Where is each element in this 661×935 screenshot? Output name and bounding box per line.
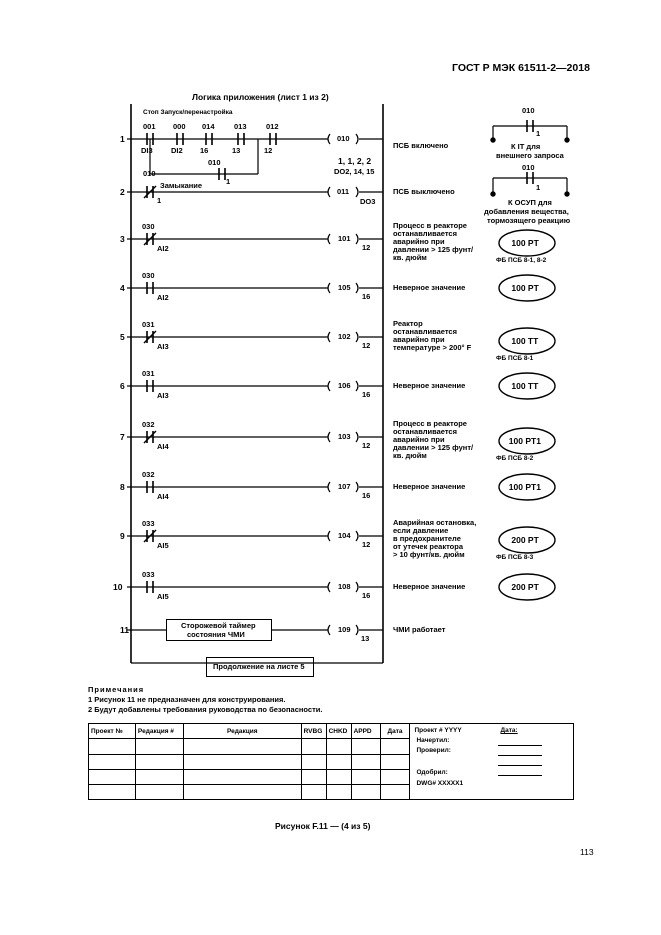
rung1-branch-top: 010 [208,158,221,167]
hdr-appd: APPD [351,724,380,739]
rung7-tag-sub: ФБ ПСБ 8-2 [496,455,534,462]
rung-number-6: 6 [120,381,125,391]
watchdog-box [166,619,272,641]
title-block [88,723,574,800]
rung9-coil-ref: 12 [362,540,371,549]
rung9-desc-1: Аварийная остановка, [393,518,477,527]
rung2-aside-sub: 1 [536,183,541,192]
rung6-coil-label: 106 [338,381,351,390]
rung4-coil-label: 105 [338,283,351,292]
rung3-coil-right-arc [356,234,358,244]
rung10-coil-right-arc [356,582,358,592]
rung9-coil-left-arc [328,531,330,541]
rung9-coil-right-arc [356,531,358,541]
page-number: 113 [580,847,594,857]
rung10-desc-1: Неверное значение [393,582,466,591]
rung7-coil-right-arc [356,432,358,442]
rung6-contact-top: 031 [142,369,155,378]
rung1-coil-right-arc [356,134,358,144]
rung4-desc-1: Неверное значение [393,283,466,292]
rung1-aside-dot-left [491,138,495,142]
rung2-aside-text1: К ОСУП для [508,198,552,207]
rung3-contact-top: 030 [142,222,155,231]
note-2: 2 Будут добавлены требования руководства по безопасности. [88,705,323,714]
rung8-coil-ref: 16 [362,491,371,500]
rung2-contact-bottom: 1 [157,196,162,205]
rung8-contact-top: 032 [142,470,155,479]
rung4-contact-bottom: AI2 [157,293,169,302]
rung4-tag: 100 PT [511,283,539,293]
rung5-coil-left-arc [328,332,330,342]
rung10-coil-ref: 16 [362,591,371,600]
rung7-coil-left-arc [328,432,330,442]
rung-number-5: 5 [120,332,125,342]
rung9-coil-label: 104 [338,531,351,540]
rung1-aside-text1: К IT для [511,142,541,151]
rung2-aside-text3: тормозящего реакцию [487,216,571,225]
rung1-contact-top-1: 001 [143,122,156,131]
rung1-contact-top-2: 000 [173,122,186,131]
rung1-coil-refs2: DO2, 14, 15 [334,167,375,176]
rung5-contact-bottom: AI3 [157,342,169,351]
rung1-coil-label: 010 [337,134,350,143]
rung10-coil-left-arc [328,582,330,592]
rung9-tag-sub: ФБ ПСБ 8-3 [496,554,534,561]
rung7-contact-top: 032 [142,420,155,429]
tb-line-3 [498,765,542,766]
rung9-tag: 200 PT [511,535,539,545]
tb-approved: Одобрил: [416,769,448,776]
watchdog-line2: состояния ЧМИ [187,630,245,639]
rung5-tag-sub: ФБ ПСБ 8-1 [496,355,534,362]
hdr-rvbg: RVBG [301,724,326,739]
rung4-coil-ref: 16 [362,292,371,301]
rung5-desc-3: аварийно при [393,335,445,344]
rung-number-3: 3 [120,234,125,244]
rung5-contact-top: 031 [142,320,155,329]
rung11-coil-left-arc [328,625,330,635]
title-block-info [410,724,574,800]
rung1-aside-sub: 1 [536,129,541,138]
rung1-coil-left-arc [328,134,330,144]
rung2-coil-ref: DO3 [360,197,376,206]
rung10-contact-top: 033 [142,570,155,579]
rung3-desc-4: давлении > 125 фунт/ [393,245,474,254]
rung2-coil-label: 011 [337,187,350,196]
tb-checked: Проверил: [416,747,451,754]
rung-number-9: 9 [120,531,125,541]
rung9-desc-3: в предохранителе [393,534,461,543]
rung11-coil-ref: 13 [361,634,370,643]
rung-number-10: 10 [113,582,123,592]
rung11-coil-right-arc [356,625,358,635]
rung10-coil-label: 108 [338,582,351,591]
rung7-desc-1: Процесс в реакторе [393,419,467,428]
rung7-desc-3: аварийно при [393,435,445,444]
rung1-note: Стоп Запуск/перенастройка [143,109,233,116]
rung7-desc-5: кв. дюйм [393,451,427,460]
rung1-aside-text2: внешнего запроса [496,151,564,160]
tb-line-1 [498,745,542,746]
watchdog-line1: Сторожевой таймер [181,621,256,630]
tb-line-2 [498,755,542,756]
rung8-coil-right-arc [356,482,358,492]
rung4-coil-left-arc [328,283,330,293]
rung1-contact-bottom-4: 13 [232,146,241,155]
rung1-aside-dot-right [565,138,569,142]
rung1-contact-bottom-5: 12 [264,146,273,155]
hdr-revision-no: Редакция # [135,724,183,739]
rung-number-4: 4 [120,283,125,293]
tb-date-label: Дата: [500,727,518,734]
rung3-tag: 100 PT [511,238,539,248]
rung7-coil-ref: 12 [362,441,371,450]
hdr-revision: Редакция [183,724,301,739]
rung5-desc-2: останавливается [393,327,457,336]
rung9-desc-5: > 10 фунт/кв. дюйм [393,550,465,559]
continued-label: Продолжение на листе 5 [213,662,305,671]
rung1-aside-num: 010 [522,106,535,115]
notes-title: Примечания [88,685,145,694]
rung2-coil-right-arc [356,187,358,197]
rung2-aside-dot-right [565,192,569,196]
rung1-contact-bottom-1: DI3 [141,146,153,155]
tb-line-4 [498,775,542,776]
rung2-aside-dot-left [491,192,495,196]
hdr-date: Дата [380,724,410,739]
rung9-contact-top: 033 [142,519,155,528]
rung2-contact-note: Замыкание [160,181,203,190]
rung4-coil-right-arc [356,283,358,293]
figure-caption: Рисунок F.11 — (4 из 5) [275,821,371,831]
note-1: 1 Рисунок 11 не предназначен для конструирования. [88,695,286,704]
rung1-branch-bottom: 1 [226,177,231,186]
rung7-tag: 100 PT1 [508,436,541,446]
rung-number-7: 7 [120,432,125,442]
hdr-chkd: CHKD [326,724,351,739]
tb-dwg: DWG# XXXXX1 [416,780,464,787]
rung-number-8: 8 [120,482,125,492]
rung8-contact-bottom: AI4 [157,492,169,501]
rung7-contact-bottom: AI4 [157,442,169,451]
rung8-desc-1: Неверное значение [393,482,466,491]
rung6-tag: 100 TT [511,381,539,391]
rung2-description: ПСБ выключено [393,187,455,196]
rung8-coil-label: 107 [338,482,351,491]
continued-box [206,657,314,677]
rung3-coil-label: 101 [338,234,351,243]
rung1-contact-bottom-2: DI2 [171,146,183,155]
rung-number-2: 2 [120,187,125,197]
rung6-coil-right-arc [356,381,358,391]
rung5-desc-4: температуре > 200° F [393,343,472,352]
rung3-contact-bottom: AI2 [157,244,169,253]
rung4-contact-top: 030 [142,271,155,280]
rung3-desc-5: кв. дюйм [393,253,427,262]
rung5-desc-1: Реактор [393,319,423,328]
rung-number-11: 11 [120,625,129,635]
rung8-coil-left-arc [328,482,330,492]
rung1-contact-top-5: 012 [266,122,279,131]
rung2-aside-num: 010 [522,163,535,172]
rung7-desc-4: давлении > 125 фунт/ [393,443,474,452]
rung6-coil-ref: 16 [362,390,371,399]
rung5-coil-ref: 12 [362,341,371,350]
rung9-desc-2: если давление [393,526,449,535]
diagram-title: Логика приложения (лист 1 из 2) [192,92,329,102]
rung6-contact-bottom: AI3 [157,391,169,400]
rung1-coil-refs: 1, 1, 2, 2 [338,156,372,166]
rung-number-1: 1 [120,134,125,144]
rung2-contact-top: 010 [143,169,156,178]
tb-project: Проект # YYYY [414,727,462,734]
rung1-contact-top-3: 014 [202,122,215,131]
rung3-desc-1: Процесс в реакторе [393,221,467,230]
rung2-coil-left-arc [328,187,330,197]
rung6-coil-left-arc [328,381,330,391]
rung6-desc-1: Неверное значение [393,381,466,390]
rung3-coil-ref: 12 [362,243,371,252]
rung10-tag: 200 PT [511,582,539,592]
rung7-desc-2: останавливается [393,427,457,436]
rung11-coil-label: 109 [338,625,351,634]
rung1-contact-top-4: 013 [234,122,247,131]
rung5-coil-right-arc [356,332,358,342]
rung3-desc-3: аварийно при [393,237,445,246]
rung2-aside-text2: добавления вещества, [484,207,569,216]
rung9-contact-bottom: AI5 [157,541,169,550]
hdr-project-no: Проект № [89,724,136,739]
tb-drawn: Начертил: [416,737,450,744]
rung10-contact-bottom: AI5 [157,592,169,601]
rung1-contact-bottom-3: 16 [200,146,209,155]
rung7-coil-label: 103 [338,432,351,441]
rung5-coil-label: 102 [338,332,351,341]
rung3-coil-left-arc [328,234,330,244]
rung9-desc-4: от утечек реактора [393,542,464,551]
rung11-description: ЧМИ работает [393,625,446,634]
rung8-tag: 100 PT1 [508,482,541,492]
rung1-description: ПСБ включено [393,141,449,150]
rung3-tag-sub: ФБ ПСБ 8-1, 8-2 [496,257,547,264]
rung5-tag: 100 TT [511,336,539,346]
rung3-desc-2: останавливается [393,229,457,238]
standard-header: ГОСТ Р МЭК 61511-2—2018 [452,62,590,74]
